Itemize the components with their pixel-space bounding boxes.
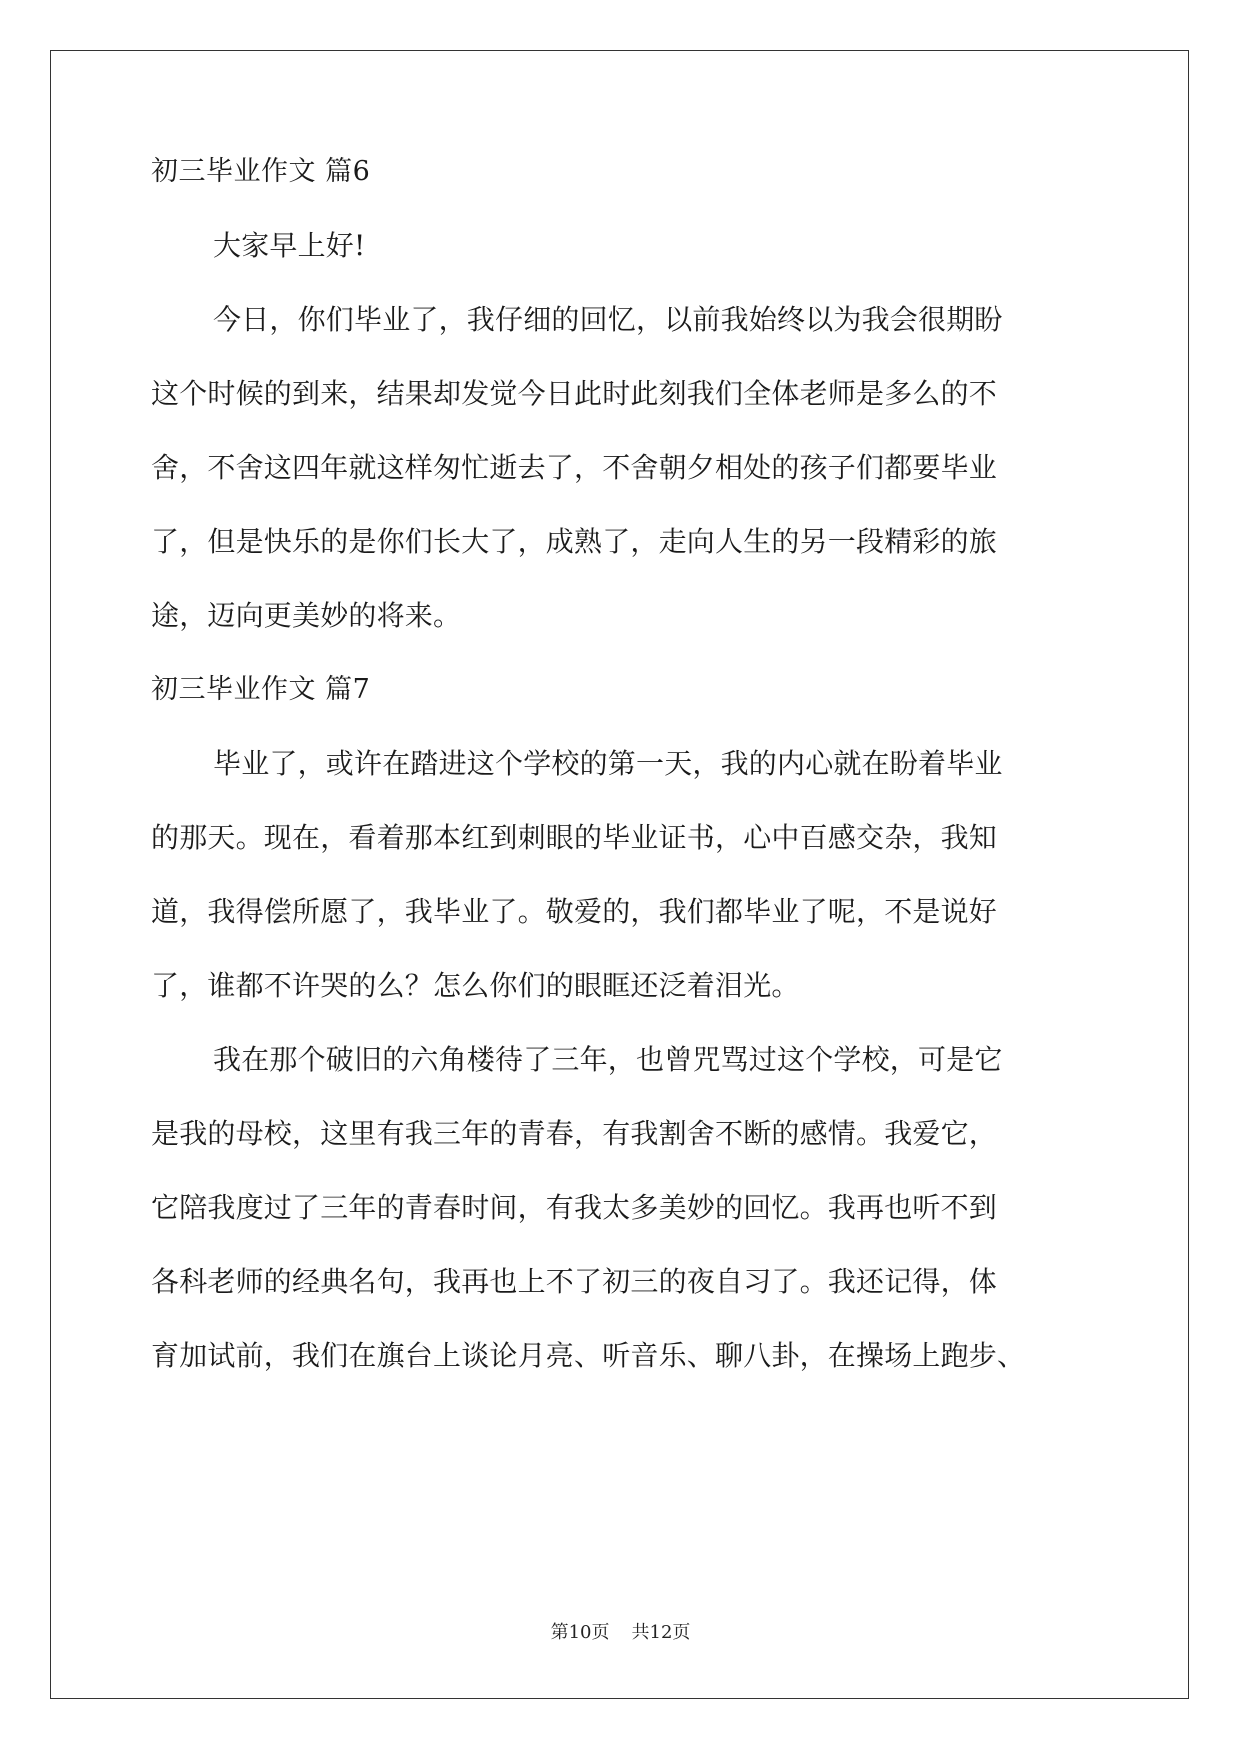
paragraph-line: 大家早上好! bbox=[213, 229, 366, 262]
paragraph-line: 这个时候的到来，结果却发觉今日此时此刻我们全体老师是多么的不 bbox=[151, 377, 998, 410]
page-number: 第10页 bbox=[550, 1622, 610, 1643]
paragraph-line: 它陪我度过了三年的青春时间，有我太多美妙的回忆。我再也听不到 bbox=[151, 1191, 998, 1224]
page-border bbox=[50, 50, 1189, 1699]
paragraph-line: 途，迈向更美妙的将来。 bbox=[151, 599, 462, 632]
section-heading: 初三毕业作文 篇7 bbox=[151, 674, 371, 705]
paragraph-line: 我在那个破旧的六角楼待了三年，也曾咒骂过这个学校，可是它 bbox=[213, 1043, 1003, 1076]
paragraph-line: 各科老师的经典名句，我再也上不了初三的夜自习了。我还记得，体 bbox=[151, 1265, 998, 1298]
page-footer bbox=[0, 1618, 1241, 1644]
paragraph-line: 了，谁都不许哭的么？怎么你们的眼眶还泛着泪光。 bbox=[151, 969, 800, 1002]
paragraph-line: 育加试前，我们在旗台上谈论月亮、听音乐、聊八卦，在操场上跑步、 bbox=[151, 1339, 1026, 1372]
paragraph-line: 了，但是快乐的是你们长大了，成熟了，走向人生的另一段精彩的旅 bbox=[151, 525, 998, 558]
paragraph-line: 道，我得偿所愿了，我毕业了。敬爱的，我们都毕业了呢，不是说好 bbox=[151, 895, 998, 928]
page-total: 共12页 bbox=[631, 1622, 691, 1643]
paragraph-line: 是我的母校，这里有我三年的青春，有我割舍不断的感情。我爱它， bbox=[151, 1117, 998, 1150]
paragraph-line: 舍，不舍这四年就这样匆忙逝去了，不舍朝夕相处的孩子们都要毕业 bbox=[151, 451, 998, 484]
paragraph-line: 的那天。现在，看着那本红到刺眼的毕业证书，心中百感交杂，我知 bbox=[151, 821, 998, 854]
paragraph-line: 毕业了，或许在踏进这个学校的第一天，我的内心就在盼着毕业 bbox=[213, 747, 1003, 780]
section-heading: 初三毕业作文 篇6 bbox=[151, 156, 371, 187]
paragraph-line: 今日，你们毕业了，我仔细的回忆，以前我始终以为我会很期盼 bbox=[213, 303, 1003, 336]
